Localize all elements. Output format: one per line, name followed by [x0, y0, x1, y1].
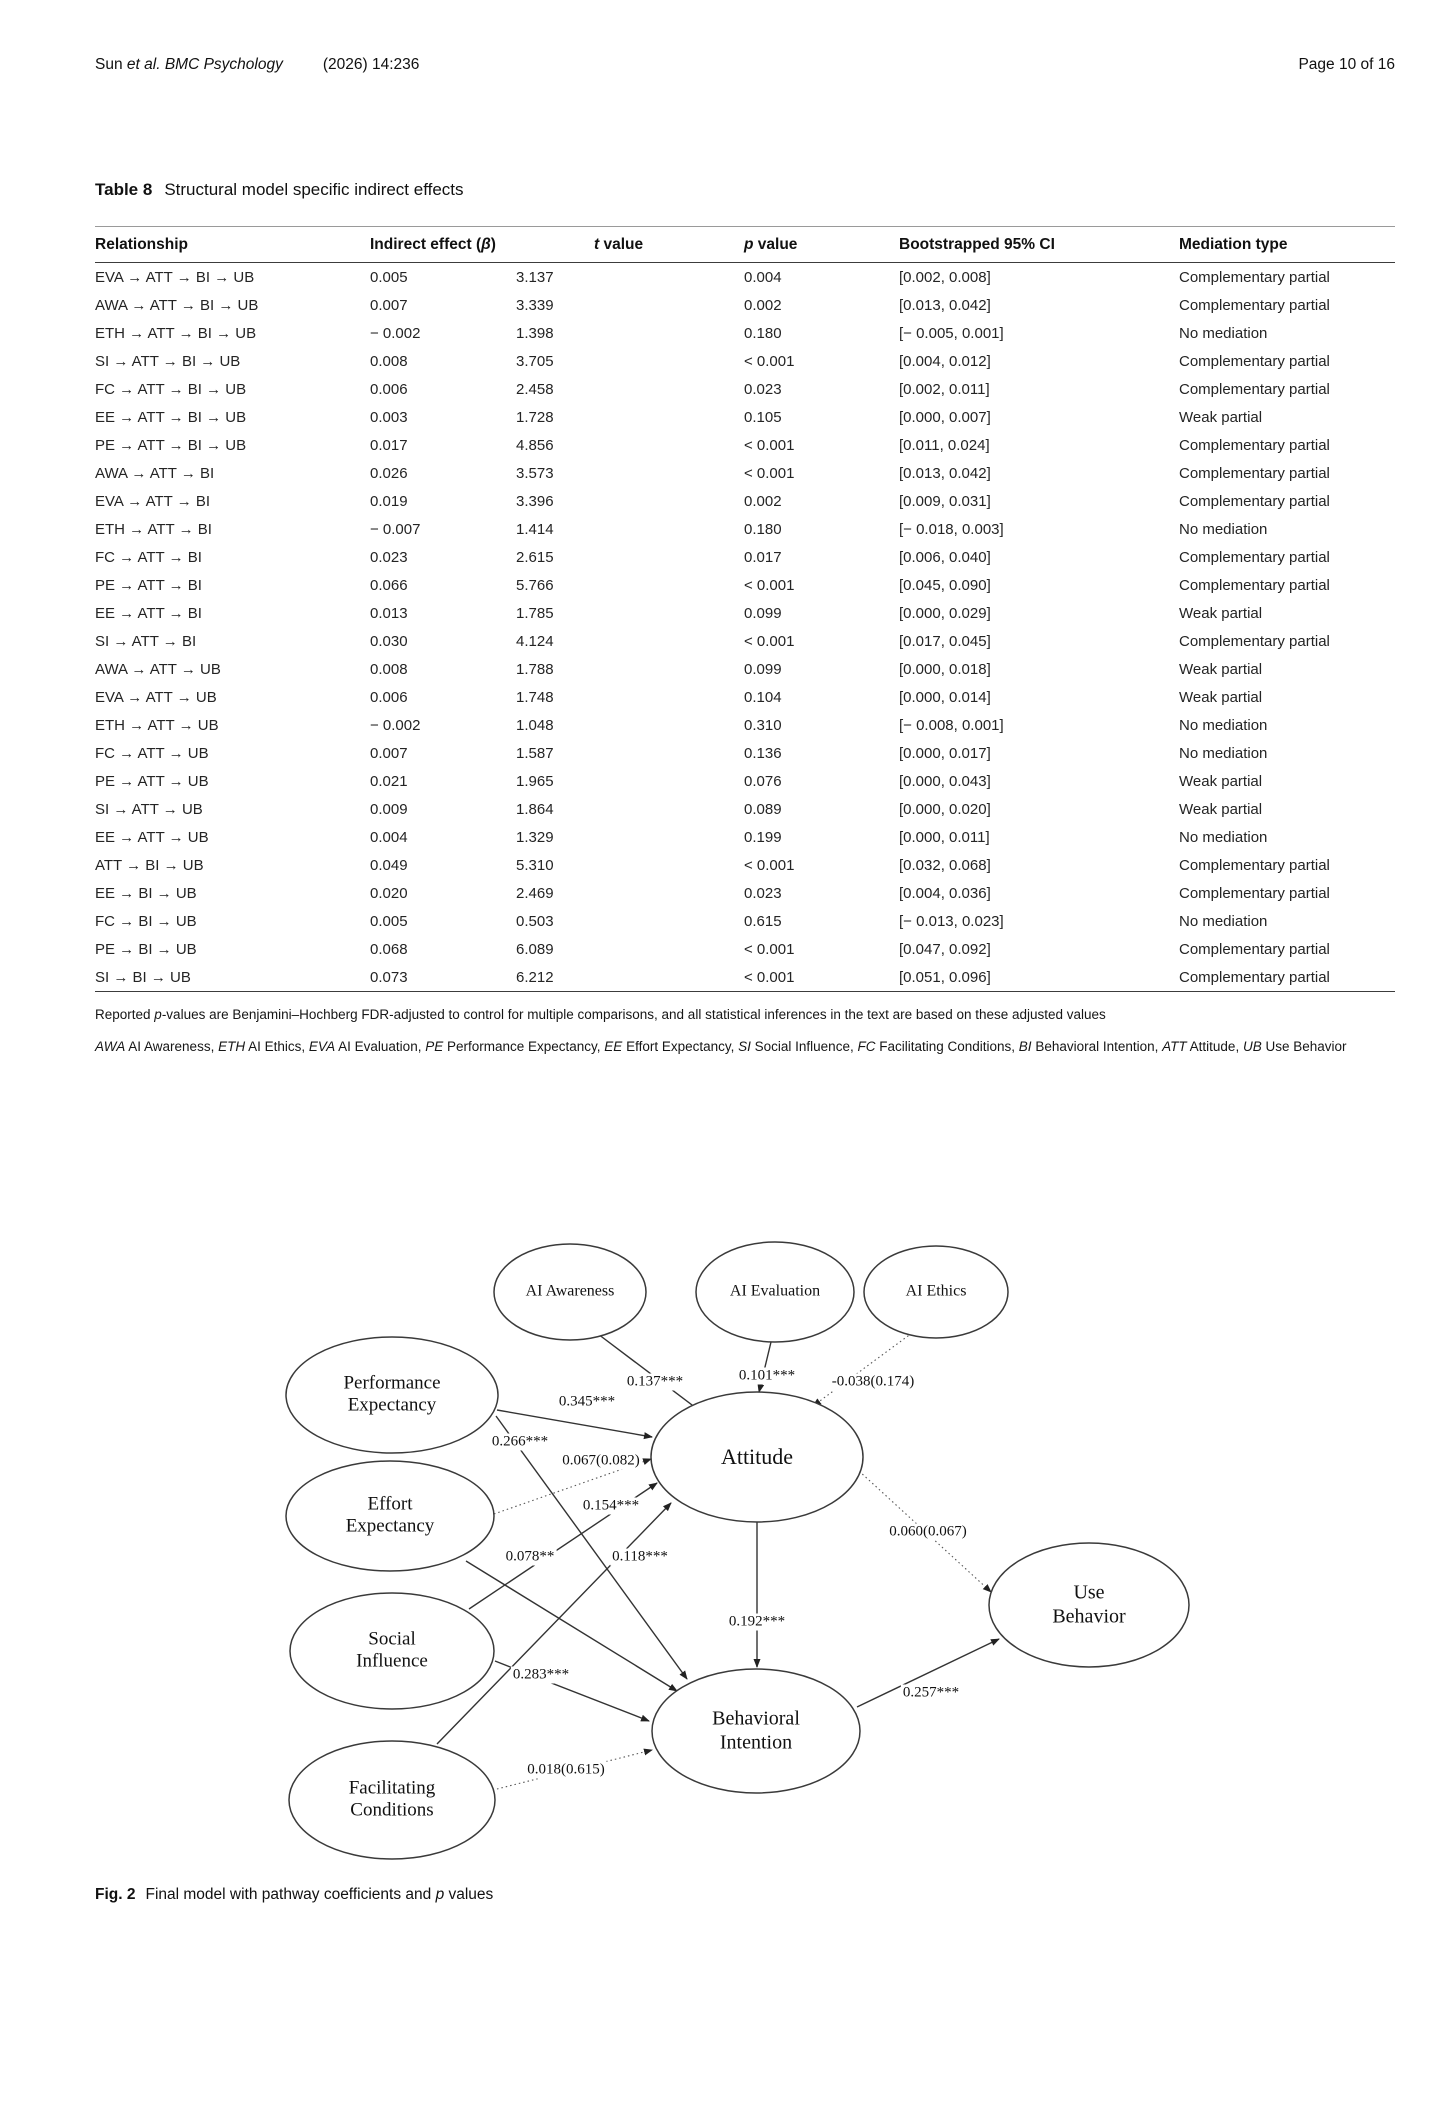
table-cell: 1.748	[516, 688, 554, 706]
table-cell: PE → ATT → UB	[95, 772, 209, 790]
table-cell: [0.000, 0.014]	[899, 688, 991, 706]
node-label-awa: AI Awareness	[525, 1282, 615, 1300]
table-row	[95, 655, 1395, 683]
table-cell: < 0.001	[744, 464, 795, 482]
table-cell: 3.137	[516, 268, 554, 286]
table-cell: ATT → BI → UB	[95, 856, 204, 874]
table-cell: AWA → ATT → BI	[95, 464, 215, 482]
table-cell: 0.008	[370, 660, 408, 678]
abbreviation-term: Facilitating Conditions,	[875, 1038, 1019, 1054]
table-cell: [− 0.005, 0.001]	[899, 324, 1004, 342]
table-cell: PE → ATT → BI	[95, 576, 202, 594]
abbreviation-term: Use Behavior	[1261, 1038, 1347, 1054]
abbreviation: BI	[1018, 1038, 1032, 1054]
table-cell: [0.013, 0.042]	[899, 296, 991, 314]
abbreviation: SI	[738, 1038, 751, 1054]
table-cell: Complementary partial	[1179, 576, 1330, 594]
path-coefficient-eth-att: -0.038(0.174)	[831, 1373, 915, 1390]
table-cell: 0.049	[370, 856, 408, 874]
table-cell: Complementary partial	[1179, 464, 1330, 482]
node-label-att: Attitude	[720, 1444, 794, 1470]
table-cell: 0.136	[744, 744, 782, 762]
table-cell: 1.048	[516, 716, 554, 734]
table-cell: 0.099	[744, 604, 782, 622]
abbreviation: FC	[857, 1038, 876, 1054]
table-cell: 0.199	[744, 828, 782, 846]
table-cell: 0.004	[370, 828, 408, 846]
table-cell: 0.503	[516, 912, 554, 930]
table-cell: [− 0.013, 0.023]	[899, 912, 1004, 930]
table-cell: 0.017	[744, 548, 782, 566]
table-cell: EE → ATT → BI → UB	[95, 408, 247, 426]
path-arrow-ee-bi	[466, 1561, 677, 1691]
table-cell: 0.023	[744, 884, 782, 902]
node-label-si: Social Influence	[356, 1628, 428, 1672]
table-cell: 0.310	[744, 716, 782, 734]
abbreviation-term: Performance Expectancy,	[443, 1038, 605, 1054]
table-cell: [0.006, 0.040]	[899, 548, 991, 566]
table-cell: [0.000, 0.029]	[899, 604, 991, 622]
abbreviation: ETH	[218, 1038, 246, 1054]
table-cell: 0.023	[370, 548, 408, 566]
table-cell: ETH → ATT → BI	[95, 520, 212, 538]
table-cell: 0.005	[370, 268, 408, 286]
table-row	[95, 599, 1395, 627]
table-row	[95, 739, 1395, 767]
table-cell: [0.002, 0.011]	[899, 380, 990, 398]
col-ci: Bootstrapped 95% CI	[899, 227, 1179, 263]
table-row	[95, 515, 1395, 543]
table-cell: 0.089	[744, 800, 782, 818]
table-cell: 0.105	[744, 408, 782, 426]
table-cell: < 0.001	[744, 576, 795, 594]
table-cell: Complementary partial	[1179, 968, 1330, 986]
table-cell: [− 0.018, 0.003]	[899, 520, 1004, 538]
table-cell: Complementary partial	[1179, 856, 1330, 874]
path-coefficient-pe-bi: 0.266***	[491, 1433, 549, 1450]
table-cell: ETH → ATT → UB	[95, 716, 219, 734]
table-cell: No mediation	[1179, 716, 1268, 734]
table-cell: No mediation	[1179, 912, 1268, 930]
path-coefficient-fc-bi: 0.018(0.615)	[527, 1761, 605, 1778]
table-cell: 3.396	[516, 492, 554, 510]
node-label-eth: AI Ethics	[905, 1282, 967, 1300]
table-row	[95, 347, 1395, 375]
figure-caption-text: Final model with pathway coefficients and p values	[145, 1886, 494, 1903]
table-body	[95, 263, 1395, 992]
table-cell: Complementary partial	[1179, 492, 1330, 510]
path-coefficient-eva-att: 0.101***	[738, 1367, 796, 1384]
abbreviation-term: AI Evaluation,	[335, 1038, 426, 1054]
figure-caption	[95, 1886, 493, 1904]
table-cell: SI → ATT → BI	[95, 632, 197, 650]
figure-2	[0, 1230, 1452, 1890]
table-row	[95, 403, 1395, 431]
col-mediation-type: Mediation type	[1179, 227, 1395, 263]
table-cell: 0.006	[370, 688, 408, 706]
table-cell: [0.004, 0.012]	[899, 352, 991, 370]
table-cell: [0.000, 0.018]	[899, 660, 991, 678]
abbreviation: AWA	[95, 1038, 126, 1054]
table-cell: Complementary partial	[1179, 380, 1330, 398]
table-cell: EVA → ATT → BI	[95, 492, 211, 510]
table-cell: 1.398	[516, 324, 554, 342]
table-cell: 1.965	[516, 772, 554, 790]
table-cell: 0.021	[370, 772, 408, 790]
table-row	[95, 431, 1395, 459]
table-cell: [0.004, 0.036]	[899, 884, 991, 902]
path-arrow-eth-att	[813, 1333, 912, 1406]
table-row	[95, 823, 1395, 851]
table-row	[95, 907, 1395, 935]
table-row	[95, 571, 1395, 599]
path-coefficient-si-bi: 0.283***	[512, 1666, 570, 1683]
table-row	[95, 487, 1395, 515]
table-cell: 5.310	[516, 856, 554, 874]
table-cell: SI → BI → UB	[95, 968, 191, 986]
table-cell: − 0.002	[370, 324, 421, 342]
table-cell: 6.212	[516, 968, 554, 986]
node-label-ub: Use Behavior	[1052, 1581, 1126, 1627]
path-diagram	[0, 1230, 1452, 1890]
table-cell: 0.104	[744, 688, 782, 706]
table-label: Table 8	[95, 180, 153, 199]
abbreviation-term: Behavioral Intention,	[1031, 1038, 1163, 1054]
author-name: Sun	[95, 56, 123, 73]
table-cell: [0.013, 0.042]	[899, 464, 991, 482]
table-cell: 0.076	[744, 772, 782, 790]
citation: (2026) 14:236	[322, 56, 420, 73]
table-cell: AWA → ATT → UB	[95, 660, 221, 678]
table-cell: [0.000, 0.007]	[899, 408, 991, 426]
table-cell: 0.013	[370, 604, 408, 622]
path-coefficient-awa-att: 0.137***	[626, 1373, 684, 1390]
figure-label: Fig. 2	[95, 1886, 136, 1903]
table-cell: SI → ATT → UB	[95, 800, 203, 818]
abbreviation-term: AI Awareness,	[125, 1038, 219, 1054]
table-cell: < 0.001	[744, 436, 795, 454]
running-head-citation	[95, 56, 419, 74]
table-cell: Complementary partial	[1179, 352, 1330, 370]
indirect-effects-table	[95, 226, 1395, 992]
table-cell: Complementary partial	[1179, 268, 1330, 286]
table-cell: 1.785	[516, 604, 554, 622]
table-cell: No mediation	[1179, 744, 1268, 762]
table-cell: [0.000, 0.011]	[899, 828, 990, 846]
table-cell: Weak partial	[1179, 800, 1263, 818]
table-cell: 4.124	[516, 632, 554, 650]
col-t-value: t value	[516, 227, 744, 263]
table-cell: Complementary partial	[1179, 884, 1330, 902]
table-cell: 2.469	[516, 884, 554, 902]
table-cell: 4.856	[516, 436, 554, 454]
node-label-eva: AI Evaluation	[729, 1282, 821, 1300]
table-title-text: Structural model specific indirect effects	[164, 180, 464, 199]
table-cell: EVA → ATT → UB	[95, 688, 217, 706]
table-cell: 0.068	[370, 940, 408, 958]
table-cell: 0.180	[744, 324, 782, 342]
table-cell: [0.045, 0.090]	[899, 576, 991, 594]
table-cell: Complementary partial	[1179, 436, 1330, 454]
table-cell: AWA → ATT → BI → UB	[95, 296, 259, 314]
table-cell: 0.008	[370, 352, 408, 370]
table-row	[95, 795, 1395, 823]
table-cell: < 0.001	[744, 632, 795, 650]
table-row	[95, 543, 1395, 571]
table-cell: − 0.002	[370, 716, 421, 734]
running-head	[95, 56, 1395, 74]
table-cell: [0.047, 0.092]	[899, 940, 991, 958]
journal-title: et al. BMC Psychology	[126, 56, 283, 73]
table-cell: 0.099	[744, 660, 782, 678]
table-cell: 1.788	[516, 660, 554, 678]
table-cell: [0.017, 0.045]	[899, 632, 991, 650]
table-footnote-pvalues: Reported p-values are Benjamini–Hochberg FDR-adjusted to control for multiple comparisons, and all statistical inferences in the text are based on these adjusted values	[95, 1007, 1106, 1022]
table-cell: Weak partial	[1179, 688, 1263, 706]
table-cell: 3.573	[516, 464, 554, 482]
table-cell: [0.000, 0.017]	[899, 744, 991, 762]
table-cell: FC → ATT → UB	[95, 744, 209, 762]
table-cell: Complementary partial	[1179, 632, 1330, 650]
table-row	[95, 291, 1395, 319]
table-cell: Complementary partial	[1179, 296, 1330, 314]
table-cell: 2.615	[516, 548, 554, 566]
table-cell: EE → ATT → BI	[95, 604, 202, 622]
table-cell: 0.002	[744, 296, 782, 314]
table-cell: 0.020	[370, 884, 408, 902]
abbreviation-term: AI Ethics,	[245, 1038, 309, 1054]
table-cell: 1.587	[516, 744, 554, 762]
table-cell: [0.011, 0.024]	[899, 436, 990, 454]
table-cell: < 0.001	[744, 856, 795, 874]
table-cell: 0.019	[370, 492, 408, 510]
table-cell: Complementary partial	[1179, 548, 1330, 566]
table-cell: 0.066	[370, 576, 408, 594]
abbreviation: EE	[604, 1038, 623, 1054]
table-cell: Weak partial	[1179, 772, 1263, 790]
table-cell: − 0.007	[370, 520, 421, 538]
table-cell: < 0.001	[744, 352, 795, 370]
table-cell: < 0.001	[744, 940, 795, 958]
table-row	[95, 459, 1395, 487]
table-cell: 1.329	[516, 828, 554, 846]
path-coefficient-si-att: 0.154***	[582, 1497, 640, 1514]
path-coefficient-pe-att: 0.345***	[558, 1393, 616, 1410]
table-cell: EE → BI → UB	[95, 884, 197, 902]
table-cell: 1.728	[516, 408, 554, 426]
col-indirect-effect: Indirect effect (β)	[370, 227, 516, 263]
table-cell: 0.009	[370, 800, 408, 818]
table-row	[95, 767, 1395, 795]
table-cell: 3.705	[516, 352, 554, 370]
abbreviation-term: Attitude,	[1186, 1038, 1243, 1054]
table-cell: 0.005	[370, 912, 408, 930]
node-label-ee: Effort Expectancy	[345, 1493, 435, 1537]
table-cell: [− 0.008, 0.001]	[899, 716, 1004, 734]
table-cell: 6.089	[516, 940, 554, 958]
table-cell: 5.766	[516, 576, 554, 594]
table-cell: FC → ATT → BI → UB	[95, 380, 247, 398]
path-coefficient-bi-ub: 0.257***	[902, 1684, 960, 1701]
table-cell: [0.051, 0.096]	[899, 968, 991, 986]
table-cell: 0.004	[744, 268, 782, 286]
path-coefficient-att-bi: 0.192***	[728, 1613, 786, 1630]
table-header	[95, 227, 1395, 263]
table-cell: 1.864	[516, 800, 554, 818]
col-p-value: p value	[744, 227, 899, 263]
table-cell: Weak partial	[1179, 660, 1263, 678]
table-cell: 0.030	[370, 632, 408, 650]
table-cell: 0.002	[744, 492, 782, 510]
table-row	[95, 263, 1395, 292]
table-row	[95, 879, 1395, 907]
table-cell: [0.009, 0.031]	[899, 492, 991, 510]
table-cell: 0.003	[370, 408, 408, 426]
table-cell: 0.180	[744, 520, 782, 538]
node-label-bi: Behavioral Intention	[712, 1707, 800, 1753]
table-cell: Complementary partial	[1179, 940, 1330, 958]
table-row	[95, 319, 1395, 347]
table-row	[95, 963, 1395, 992]
table-cell: No mediation	[1179, 324, 1268, 342]
table-cell: 0.007	[370, 744, 408, 762]
table-cell: No mediation	[1179, 828, 1268, 846]
table-cell: 0.615	[744, 912, 782, 930]
table-cell: FC → ATT → BI	[95, 548, 202, 566]
abbreviation: PE	[425, 1038, 444, 1054]
table-cell: [0.000, 0.020]	[899, 800, 991, 818]
table-cell: Weak partial	[1179, 604, 1263, 622]
table-cell: EVA → ATT → BI → UB	[95, 268, 255, 286]
table-cell: EE → ATT → UB	[95, 828, 209, 846]
table-cell: SI → ATT → BI → UB	[95, 352, 241, 370]
table-cell: 0.017	[370, 436, 408, 454]
table-title	[95, 180, 1395, 200]
abbreviation: ATT	[1162, 1038, 1187, 1054]
abbreviation-term: Effort Expectancy,	[622, 1038, 739, 1054]
table-cell: 1.414	[516, 520, 554, 538]
table-cell: PE → ATT → BI → UB	[95, 436, 247, 454]
table-cell: [0.002, 0.008]	[899, 268, 991, 286]
table-cell: 0.073	[370, 968, 408, 986]
table-cell: 3.339	[516, 296, 554, 314]
col-relationship: Relationship	[95, 227, 370, 263]
abbreviation: EVA	[308, 1038, 336, 1054]
node-label-pe: Performance Expectancy	[343, 1372, 441, 1416]
table-cell: 2.458	[516, 380, 554, 398]
table-cell: No mediation	[1179, 520, 1268, 538]
table-cell: ETH → ATT → BI → UB	[95, 324, 257, 342]
abbreviation-term: Social Influence,	[750, 1038, 858, 1054]
table-cell: [0.032, 0.068]	[899, 856, 991, 874]
table-cell: 0.007	[370, 296, 408, 314]
table-cell: 0.006	[370, 380, 408, 398]
path-coefficient-ee-bi: 0.078**	[505, 1548, 555, 1565]
table-row	[95, 711, 1395, 739]
table-cell: 0.026	[370, 464, 408, 482]
path-coefficient-ee-att: 0.067(0.082)	[562, 1452, 640, 1469]
table-row	[95, 375, 1395, 403]
table-row	[95, 683, 1395, 711]
path-coefficient-fc-att: 0.118***	[612, 1548, 668, 1565]
table-cell: 0.023	[744, 380, 782, 398]
table-row	[95, 627, 1395, 655]
page-number: Page 10 of 16	[1298, 56, 1395, 73]
table-row	[95, 935, 1395, 963]
table-footnote-abbreviations	[95, 1037, 1395, 1058]
node-label-fc: Facilitating Conditions	[348, 1777, 436, 1821]
table-cell: FC → BI → UB	[95, 912, 197, 930]
table-row	[95, 851, 1395, 879]
table-cell: < 0.001	[744, 968, 795, 986]
path-coefficient-att-ub: 0.060(0.067)	[889, 1523, 967, 1540]
table-cell: [0.000, 0.043]	[899, 772, 991, 790]
table-cell: Weak partial	[1179, 408, 1263, 426]
table-cell: PE → BI → UB	[95, 940, 197, 958]
abbreviation: UB	[1242, 1038, 1262, 1054]
